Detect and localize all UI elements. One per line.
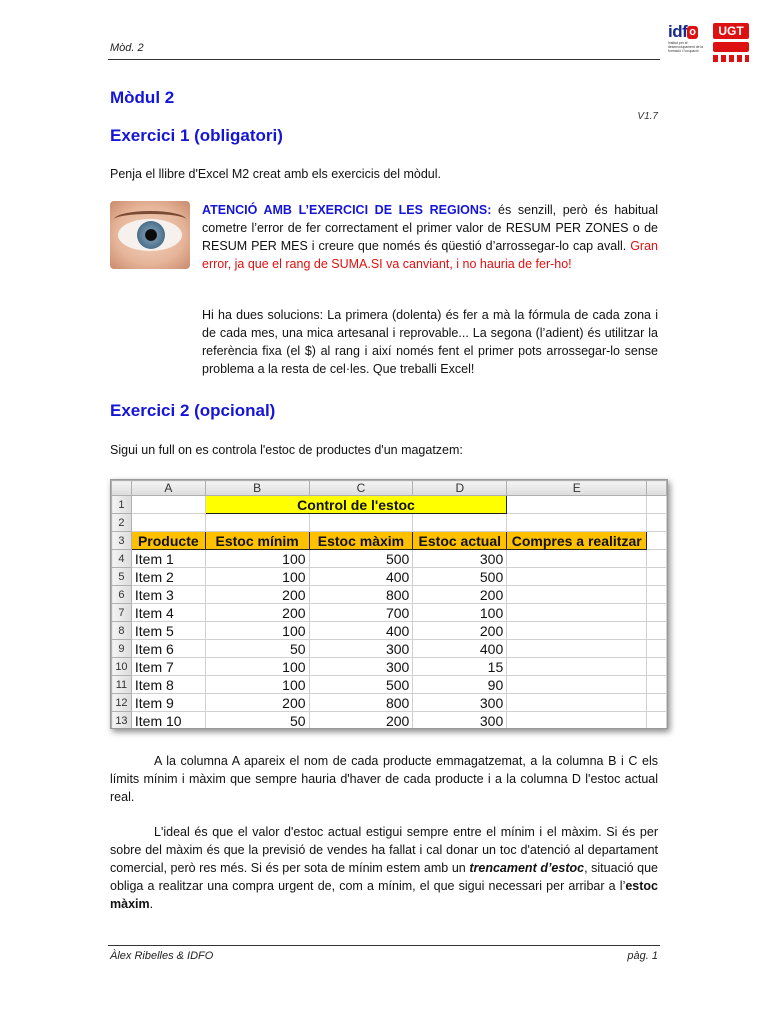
exercise1-heading: Exercici 1 (obligatori) bbox=[110, 126, 283, 145]
para1-text: A la columna A apareix el nom de cada producte emmagatzemat, a la columna B i C els límits mínim i màxim que sempre hauria d'haver de cada producte i a la columna D l'estoc actual real. bbox=[110, 754, 658, 804]
cell[interactable]: 300 bbox=[413, 712, 507, 730]
cell[interactable]: 200 bbox=[309, 712, 413, 730]
col-header[interactable]: E bbox=[507, 481, 647, 496]
cell[interactable]: 200 bbox=[205, 604, 309, 622]
product-name-cell[interactable]: Item 1 bbox=[131, 550, 205, 568]
cell[interactable]: 300 bbox=[309, 640, 413, 658]
cell[interactable]: 300 bbox=[413, 550, 507, 568]
cell[interactable]: 400 bbox=[413, 640, 507, 658]
cell[interactable]: 300 bbox=[413, 694, 507, 712]
cell[interactable]: 50 bbox=[205, 712, 309, 730]
table-row bbox=[112, 586, 667, 604]
cell[interactable]: 800 bbox=[309, 586, 413, 604]
sheet-title-cell[interactable]: Control de l'estoc bbox=[205, 496, 506, 514]
exercise1-intro: Penja el llibre d'Excel M2 creat amb els exercicis del mòdul. bbox=[110, 167, 441, 181]
cell[interactable]: 50 bbox=[205, 640, 309, 658]
idfo-logo bbox=[668, 23, 706, 65]
header-cell[interactable]: Estoc actual bbox=[413, 532, 507, 550]
cell[interactable]: 100 bbox=[205, 676, 309, 694]
ugt-logo-hands bbox=[713, 42, 749, 52]
cell[interactable]: 15 bbox=[413, 658, 507, 676]
footer-divider bbox=[108, 945, 660, 946]
cell[interactable]: 800 bbox=[309, 694, 413, 712]
table-row bbox=[112, 622, 667, 640]
row-header[interactable]: 13 bbox=[112, 712, 132, 730]
table-row bbox=[112, 676, 667, 694]
cell[interactable]: 100 bbox=[205, 550, 309, 568]
warning-red: Gran error, ja que el rang de SUMA.SI va canviant, i no hauria de fer-ho! bbox=[202, 239, 658, 271]
exercise2-heading: Exercici 2 (opcional) bbox=[110, 401, 276, 420]
sheet-corner[interactable] bbox=[112, 481, 132, 496]
cell[interactable]: 500 bbox=[309, 550, 413, 568]
cell[interactable] bbox=[507, 640, 647, 658]
stock-spreadsheet bbox=[110, 479, 668, 729]
cell[interactable] bbox=[507, 586, 647, 604]
cell[interactable] bbox=[507, 514, 647, 532]
product-name-cell[interactable]: Item 3 bbox=[131, 586, 205, 604]
cell[interactable] bbox=[507, 496, 647, 514]
col-header[interactable]: B bbox=[205, 481, 309, 496]
table-row bbox=[112, 568, 667, 586]
product-name-cell[interactable]: Item 4 bbox=[131, 604, 205, 622]
cell[interactable] bbox=[205, 514, 309, 532]
ugt-logo bbox=[713, 23, 749, 67]
table-row bbox=[112, 640, 667, 658]
col-header[interactable]: A bbox=[131, 481, 205, 496]
row-header[interactable]: 12 bbox=[112, 694, 132, 712]
exercise2-para1 bbox=[110, 752, 658, 806]
ugt-logo-text: UGT bbox=[713, 23, 749, 39]
product-name-cell[interactable]: Item 7 bbox=[131, 658, 205, 676]
header-cell[interactable]: Estoc màxim bbox=[309, 532, 413, 550]
cell[interactable] bbox=[507, 658, 647, 676]
idfo-tagline: Institut per al desenvolupament de la formació i l'ocupació bbox=[668, 41, 704, 54]
row-header[interactable]: 3 bbox=[112, 532, 132, 550]
para2-text-c: . bbox=[149, 897, 154, 911]
col-header[interactable]: D bbox=[413, 481, 507, 496]
header-cell[interactable]: Estoc mínim bbox=[205, 532, 309, 550]
table-row bbox=[112, 712, 667, 730]
cell[interactable]: 200 bbox=[205, 694, 309, 712]
footer-author: Àlex Ribelles & IDFO bbox=[110, 950, 214, 962]
cell[interactable] bbox=[507, 604, 647, 622]
header-module-label: Mòd. 2 bbox=[110, 42, 144, 54]
col-header[interactable]: C bbox=[309, 481, 413, 496]
cell[interactable] bbox=[507, 622, 647, 640]
row-header[interactable]: 5 bbox=[112, 568, 132, 586]
version-label: V1.7 bbox=[637, 111, 658, 122]
exercise1-solution: Hi ha dues solucions: La primera (dolenta) és fer a mà la fórmula de cada zona i de cada mes, una mica artesanal i reprovable... La segona (l’adient) és utilitzar la referència fixa (el $) al rang i així només fent el primer pots arrossegar-lo sense problema a la resta de cel·les. Que treballi Excel! bbox=[202, 308, 658, 376]
eye-image bbox=[110, 201, 190, 269]
cell[interactable] bbox=[309, 514, 413, 532]
row-header[interactable]: 2 bbox=[112, 514, 132, 532]
cell[interactable]: 200 bbox=[413, 586, 507, 604]
cell[interactable] bbox=[131, 496, 205, 514]
cell[interactable]: 100 bbox=[413, 604, 507, 622]
cell[interactable]: 400 bbox=[309, 568, 413, 586]
footer-page-number: pàg. 1 bbox=[627, 950, 658, 962]
header-cell[interactable]: Compres a realitzar bbox=[507, 532, 647, 550]
row-header[interactable]: 7 bbox=[112, 604, 132, 622]
row-header[interactable]: 11 bbox=[112, 676, 132, 694]
row-header[interactable]: 6 bbox=[112, 586, 132, 604]
cell[interactable] bbox=[413, 514, 507, 532]
col-header-blank bbox=[647, 481, 667, 496]
cell[interactable] bbox=[507, 694, 647, 712]
idfo-logo-o: o bbox=[689, 26, 696, 39]
table-row bbox=[112, 604, 667, 622]
cell[interactable] bbox=[507, 712, 647, 730]
table-row bbox=[112, 550, 667, 568]
cell[interactable]: 500 bbox=[309, 676, 413, 694]
idfo-logo-text: idf bbox=[668, 22, 688, 41]
product-name-cell[interactable]: Item 8 bbox=[131, 676, 205, 694]
para2-strong: estoc màxim bbox=[110, 879, 658, 911]
cell[interactable]: 300 bbox=[309, 658, 413, 676]
table-row bbox=[112, 658, 667, 676]
product-name-cell[interactable]: Item 10 bbox=[131, 712, 205, 730]
page-title: Mòdul 2 bbox=[110, 88, 175, 107]
cell[interactable]: 200 bbox=[413, 622, 507, 640]
para2-text-b: , situació que obliga a realitzar una compra urgent de, com a mínim, el que sigui necessari per arribar a l’ bbox=[110, 861, 658, 893]
warning-bold: ATENCIÓ AMB L’EXERCICI DE LES REGIONS: bbox=[202, 203, 492, 217]
row-header[interactable]: 8 bbox=[112, 622, 132, 640]
header-divider bbox=[108, 59, 660, 60]
row-header[interactable]: 4 bbox=[112, 550, 132, 568]
table-row bbox=[112, 694, 667, 712]
product-name-cell[interactable]: Item 6 bbox=[131, 640, 205, 658]
product-name-cell[interactable]: Item 9 bbox=[131, 694, 205, 712]
exercise1-warning bbox=[202, 201, 658, 273]
para2-emphasis: trencament d’estoc bbox=[469, 861, 585, 875]
cell[interactable]: 90 bbox=[413, 676, 507, 694]
warning-text: és senzill, però és habitual cometre l’error de fer correctament el primer valor de RESUM PER ZONES o de RESUM PER MES i creure que només és qüestió d’arrossegar-lo cap avall. bbox=[202, 203, 658, 253]
cell[interactable]: 100 bbox=[205, 622, 309, 640]
cell[interactable]: 400 bbox=[309, 622, 413, 640]
cell[interactable]: 700 bbox=[309, 604, 413, 622]
product-name-cell[interactable]: Item 2 bbox=[131, 568, 205, 586]
exercise2-intro: Sigui un full on es controla l'estoc de productes d'un magatzem: bbox=[110, 443, 463, 457]
row-header[interactable]: 1 bbox=[112, 496, 132, 514]
cell[interactable] bbox=[507, 676, 647, 694]
ugt-logo-stripes bbox=[713, 55, 749, 62]
row-header[interactable]: 9 bbox=[112, 640, 132, 658]
cell[interactable] bbox=[507, 568, 647, 586]
header-cell[interactable]: Producte bbox=[131, 532, 205, 550]
cell[interactable] bbox=[507, 550, 647, 568]
cell[interactable] bbox=[131, 514, 205, 532]
product-name-cell[interactable]: Item 5 bbox=[131, 622, 205, 640]
exercise2-para2 bbox=[110, 823, 658, 913]
cell[interactable]: 500 bbox=[413, 568, 507, 586]
cell[interactable]: 100 bbox=[205, 658, 309, 676]
para2-text-a: L'ideal és que el valor d'estoc actual estigui sempre entre el mínim i el màxim. Si és per sobre del màxim és que la previsió de vendes ha fallat i cal donar un toc d'atenció al departament comercial, però res més. Si és per sota de mínim estem amb un bbox=[110, 825, 658, 875]
row-header[interactable]: 10 bbox=[112, 658, 132, 676]
cell[interactable]: 200 bbox=[205, 586, 309, 604]
cell[interactable]: 100 bbox=[205, 568, 309, 586]
